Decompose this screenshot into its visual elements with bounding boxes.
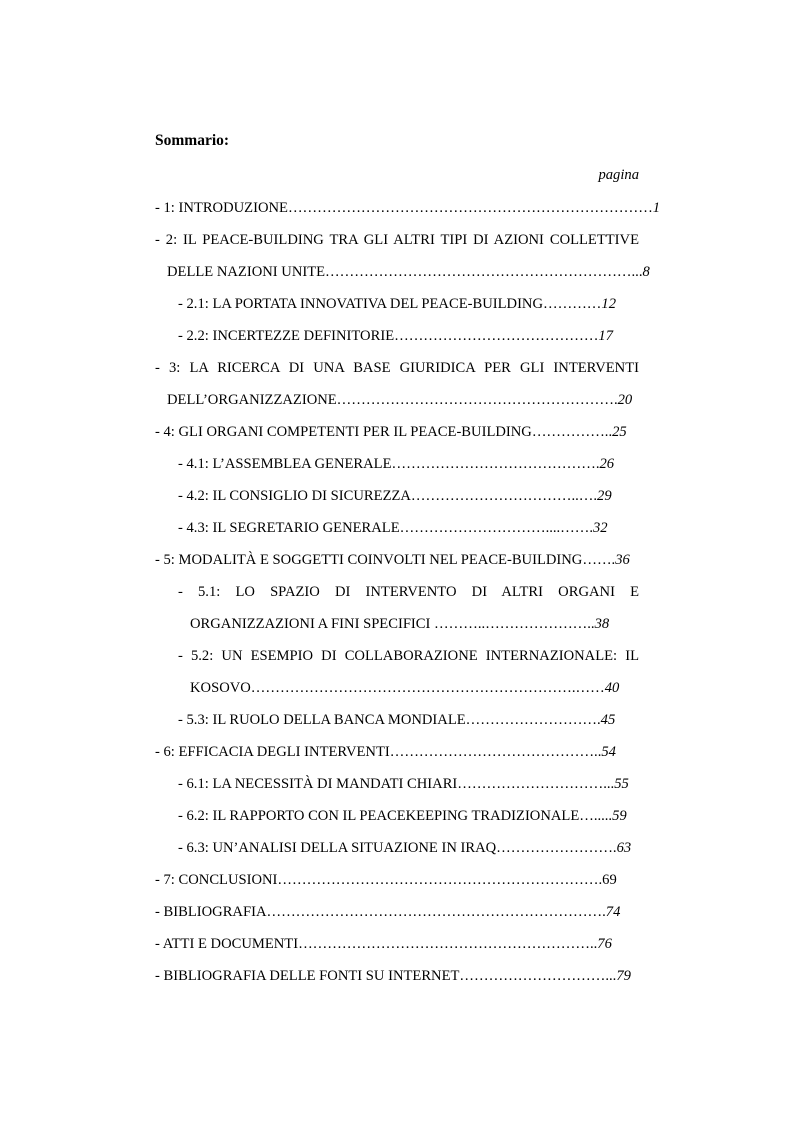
toc-entry-page: 26: [599, 456, 615, 472]
toc-entry-text: - 5.1: LO SPAZIO DI INTERVENTO DI ALTRI ORGANI E: [178, 584, 639, 600]
toc-entry: [167, 262, 650, 282]
toc-entry-page: 12: [601, 296, 616, 312]
toc-entry-page: 63: [616, 840, 632, 856]
toc-entry-page: 79: [616, 968, 631, 984]
toc-entry-page: 45: [600, 712, 616, 728]
toc-entry-page: 55: [614, 776, 629, 792]
toc-entry-text: - 2.2: INCERTEZZE DEFINITORIE……………………………………: [178, 328, 599, 344]
toc-entry-text: - 5: MODALITÀ E SOGGETTI COINVOLTI NEL PEACE-BUILDING…….: [155, 552, 616, 568]
toc-entry-text: - 7: CONCLUSIONI………………………………………………………….: [155, 872, 603, 888]
toc-entry: [178, 774, 639, 794]
toc-entry-text: DELLE NAZIONI UNITE………………………………………………………...: [167, 264, 643, 280]
toc-entry-text: - 4.3: IL SEGRETARIO GENERALE…………………………....…….: [178, 520, 593, 536]
toc-entry-text: - 4: GLI ORGANI COMPETENTI PER IL PEACE-BUILDING……………..: [155, 424, 613, 440]
toc-entry-text: - 2: IL PEACE-BUILDING TRA GLI ALTRI TIPI DI AZIONI COLLETTIVE: [155, 232, 639, 248]
toc-entry: [155, 550, 639, 570]
toc-entry: [178, 646, 639, 666]
toc-entry-page: 29: [597, 488, 612, 504]
toc-entry-text: - 6.3: UN’ANALISI DELLA SITUAZIONE IN IRAQ…………………….: [178, 840, 617, 856]
toc-entry-text: - 3: LA RICERCA DI UNA BASE GIURIDICA PER GLI INTERVENTI: [155, 360, 639, 376]
toc-entry: [167, 390, 639, 410]
toc-entry: [178, 486, 639, 506]
toc-entry: [178, 454, 639, 474]
toc-entry-page: 1: [652, 200, 661, 216]
toc-entry: [178, 710, 639, 730]
toc-entry-page: 38: [594, 616, 610, 632]
toc-entry-page: 59: [612, 808, 627, 824]
toc-entry: [178, 582, 639, 602]
toc-entry-page: 8: [642, 264, 650, 280]
toc-entry-text: - 4.1: L’ASSEMBLEA GENERALE…………………………………….: [178, 456, 600, 472]
toc-entry-text: - 6.1: LA NECESSITÀ DI MANDATI CHIARI…………………………...: [178, 776, 615, 792]
toc-entry-page: 36: [615, 552, 630, 568]
toc-entry-text: - 5.2: UN ESEMPIO DI COLLABORAZIONE INTERNAZIONALE: IL: [178, 648, 639, 664]
toc-entry-text: ORGANIZZAZIONI A FINI SPECIFICI ………..…………………..: [190, 616, 595, 632]
toc-entry-page: 69: [602, 872, 617, 888]
toc-entry-page: 17: [598, 328, 614, 344]
toc-entry-page: 25: [612, 424, 627, 440]
toc-entry-text: DELL’ORGANIZZAZIONE………………………………………………….: [167, 392, 618, 408]
toc-entry-text: - ATTI E DOCUMENTI……………………………………………………..: [155, 936, 598, 952]
toc-entry: [178, 806, 639, 826]
toc-entry: [178, 518, 639, 538]
toc-entry-text: - 4.2: IL CONSIGLIO DI SICUREZZA……………………………..….: [178, 488, 598, 504]
toc-entry: [155, 422, 639, 442]
toc-entry-page: 54: [601, 744, 616, 760]
toc-entry: [190, 614, 639, 634]
toc-entry: [155, 870, 639, 890]
toc-entry: [178, 838, 639, 858]
toc-entry-page: 20: [617, 392, 633, 408]
toc-entry-text: - 1: INTRODUZIONE…………………………………………………………………: [155, 200, 653, 216]
toc-entry: [155, 230, 639, 250]
page-column-label: pagina: [598, 167, 639, 183]
toc-entry-text: - BIBLIOGRAFIA DELLE FONTI SU INTERNET…………………………...: [155, 968, 617, 984]
toc-entry-page: 76: [597, 936, 612, 952]
toc-entry-text: - 5.3: IL RUOLO DELLA BANCA MONDIALE……………………….: [178, 712, 601, 728]
toc-entry: [155, 934, 639, 954]
toc-entry-text: - 2.1: LA PORTATA INNOVATIVA DEL PEACE-BUILDING…………: [178, 296, 602, 312]
toc-entry: [178, 326, 639, 346]
toc-entry-text: - 6.2: IL RAPPORTO CON IL PEACEKEEPING TRADIZIONALE….....: [178, 808, 613, 824]
toc-entry-page: 32: [593, 520, 608, 536]
toc-entry-page: 40: [604, 680, 620, 696]
toc-entry: [155, 358, 639, 378]
page-title: Sommario:: [155, 132, 230, 149]
toc-entry-text: KOSOVO………………………………………………………….……: [190, 680, 605, 696]
toc-entry: [178, 294, 639, 314]
toc-entry: [155, 742, 639, 762]
toc-entry-text: - 6: EFFICACIA DEGLI INTERVENTI……………………………………..: [155, 744, 602, 760]
toc-entry: [190, 678, 639, 698]
toc-entry-text: - BIBLIOGRAFIA…………………………………………………………….: [155, 904, 606, 920]
toc-entry: [155, 198, 661, 218]
toc-entry-page: 74: [605, 904, 621, 920]
toc-entry: [155, 966, 639, 986]
toc-entry: [155, 902, 639, 922]
